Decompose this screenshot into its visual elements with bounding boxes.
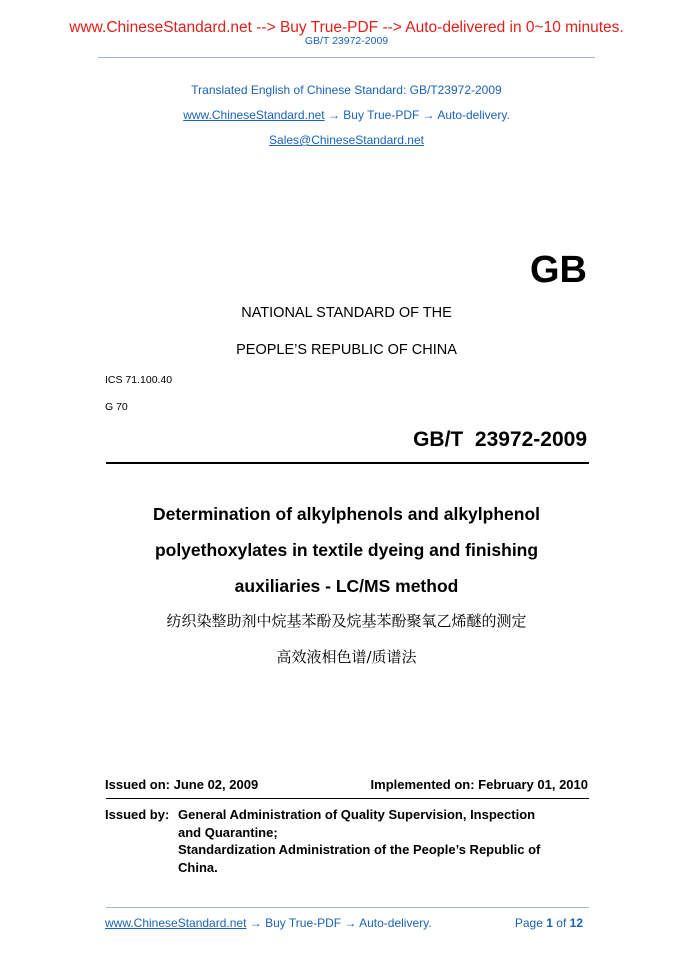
standard-code-rule xyxy=(106,462,589,464)
issuer-line-3: Standardization Administration of the People’s Republic of xyxy=(178,842,541,857)
issued-date: Issued on: June 02, 2009 xyxy=(105,777,259,792)
promo-banner[interactable]: www.ChineseStandard.net --> Buy True-PDF --> Auto-delivered in 0~10 minutes. xyxy=(69,19,624,36)
email-line xyxy=(0,133,693,148)
promo-line xyxy=(0,108,693,123)
page-label: Page xyxy=(514,916,543,930)
running-header-code: GB/T 23972-2009 xyxy=(304,35,389,47)
title-cn-line-2: 高效液相色谱/质谱法 xyxy=(276,648,417,666)
page-total: 12 xyxy=(569,916,583,930)
issuer-line-4: China. xyxy=(178,859,218,875)
site-link[interactable]: www.ChineseStandard.net xyxy=(183,108,325,122)
ics-code: ICS 71.100.40 xyxy=(105,374,173,386)
national-standard-line-2: PEOPLE’S REPUBLIC OF CHINA xyxy=(236,342,457,358)
translation-notice: Translated English of Chinese Standard: GB/T23972-2009 xyxy=(191,83,502,97)
page-of: of xyxy=(556,916,567,930)
footer-site-link[interactable]: www.ChineseStandard.net xyxy=(105,916,247,930)
issuer-block xyxy=(105,806,588,878)
standard-code: GB/T 23972-2009 xyxy=(413,428,587,451)
footer-promo xyxy=(105,916,432,931)
footer-site-suffix: → Buy True-PDF → Auto-delivery. xyxy=(246,916,432,930)
title-cn-line-1: 纺织染整助剂中烷基苯酚及烷基苯酚聚氧乙烯醚的测定 xyxy=(166,612,527,630)
implemented-date: Implemented on: February 01, 2010 xyxy=(370,777,588,792)
sales-email-link[interactable]: Sales@ChineseStandard.net xyxy=(269,133,424,147)
site-link-suffix: → Buy True-PDF → Auto-delivery. xyxy=(324,108,510,122)
national-standard-line-1: NATIONAL STANDARD OF THE xyxy=(241,305,452,321)
gb-mark: GB xyxy=(530,249,587,291)
page-current: 1 xyxy=(546,916,553,930)
issue-dates xyxy=(105,777,588,793)
page-number xyxy=(515,916,583,931)
issuer-line-2: and Quarantine; xyxy=(178,824,278,840)
title-en-line-3: auxiliaries - LC/MS method xyxy=(234,576,459,596)
title-en-line-1: Determination of alkylphenols and alkylphenol xyxy=(152,504,541,524)
issuer-line-1: General Administration of Quality Supervision, Inspection xyxy=(178,807,536,822)
title-en-line-2: polyethoxylates in textile dyeing and finishing xyxy=(154,540,539,560)
ccs-code: G 70 xyxy=(105,401,128,413)
issue-dates-rule xyxy=(106,798,589,799)
issuer-text xyxy=(178,806,578,876)
header-divider xyxy=(98,57,595,58)
issuer-label: Issued by: xyxy=(105,807,170,822)
footer-divider xyxy=(106,907,589,908)
